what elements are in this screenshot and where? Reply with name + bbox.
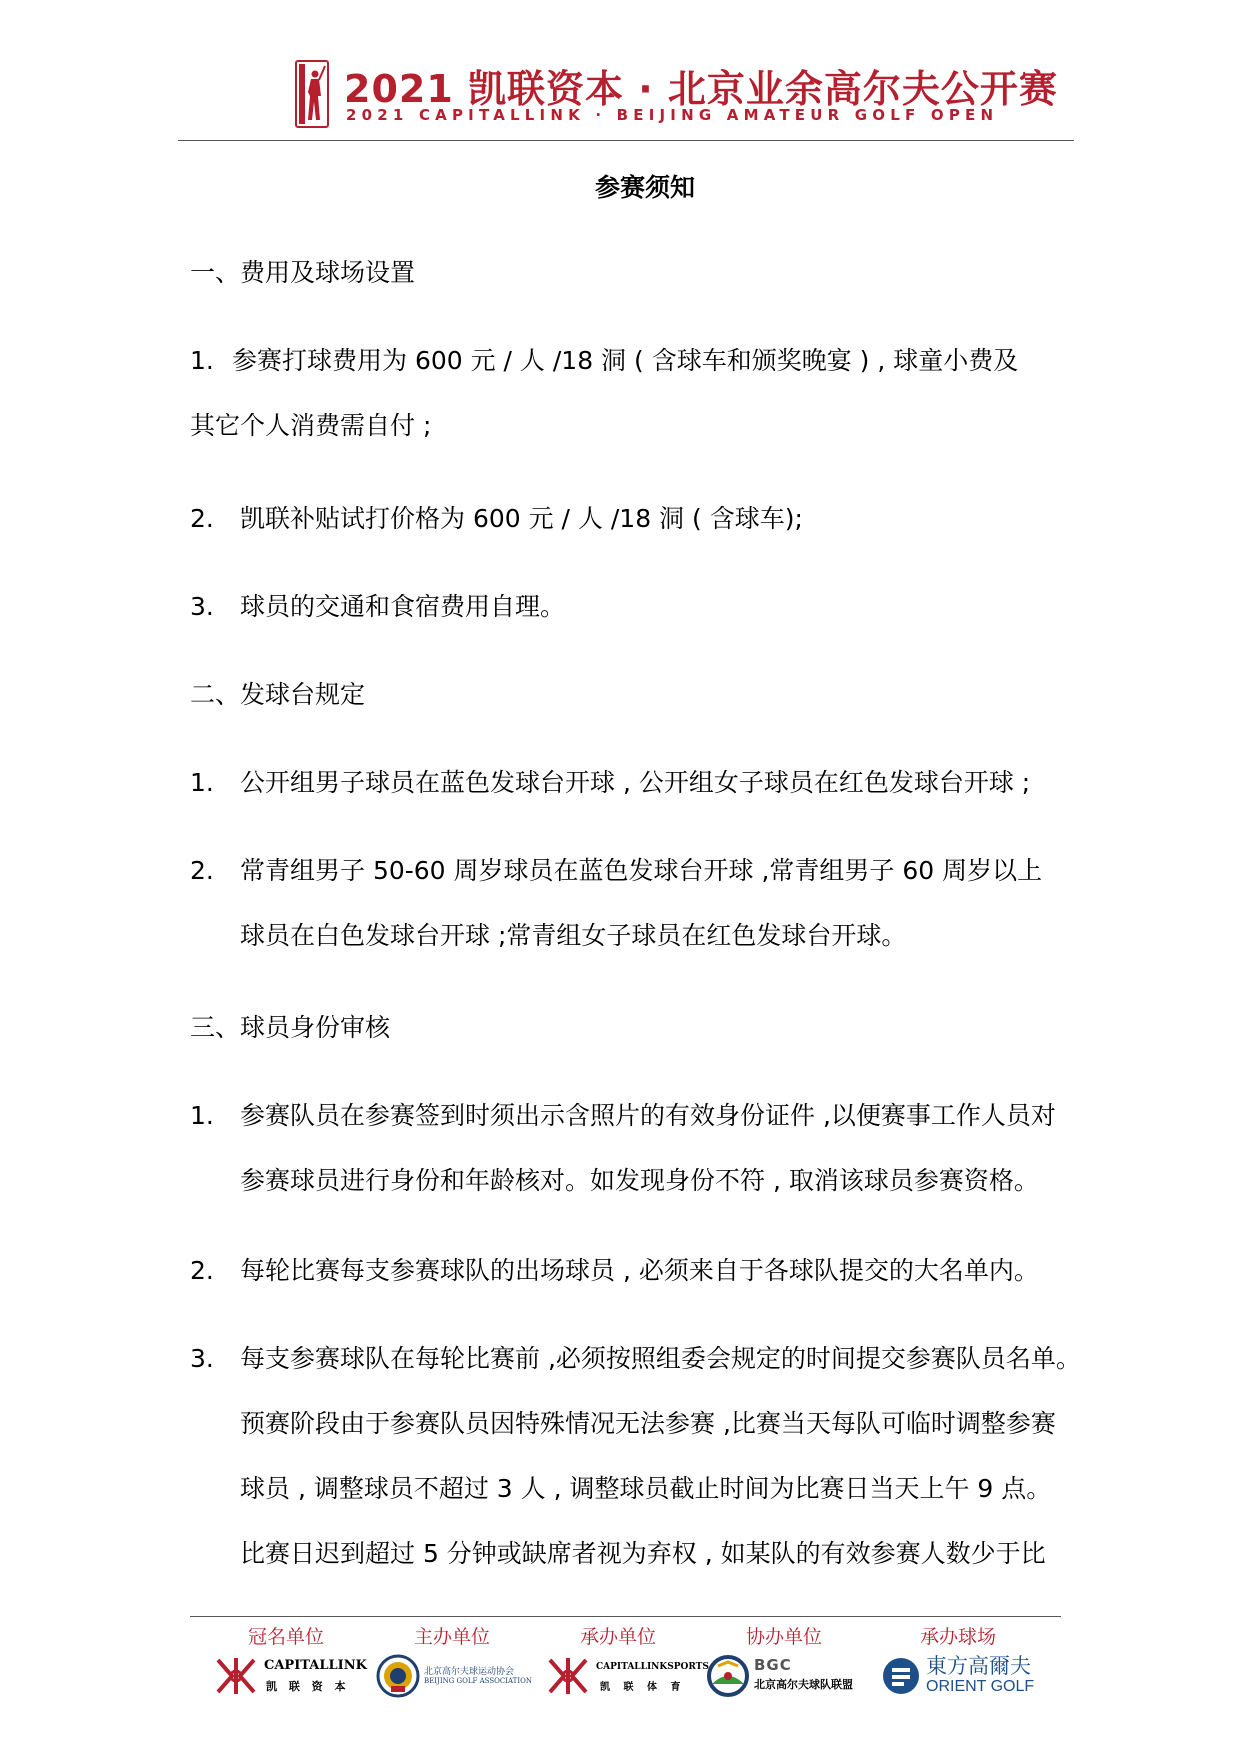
item-number: 1. xyxy=(190,1101,214,1130)
capitallink-name-en: CAPITALLINK xyxy=(264,1658,367,1673)
item-text: 每轮比赛每支参赛球队的出场球员 , 必须来自于各球队提交的大名单内。 xyxy=(240,1256,1039,1285)
sponsor-label-organizer: 承办单位 xyxy=(580,1626,657,1648)
capitallink-name-cn: 凯 联 资 本 xyxy=(266,1680,350,1693)
item-text: 每支参赛球队在每轮比赛前 ,必须按照组委会规定的时间提交参赛队员名单。 xyxy=(240,1344,1081,1373)
item-number: 1. xyxy=(190,346,214,375)
event-title-cn: 2021 凯联资本 · 北京业余高尔夫公开赛 xyxy=(344,67,1058,111)
bgc-emblem-icon xyxy=(706,1654,750,1698)
orient-golf-mark-icon xyxy=(880,1656,922,1696)
item-number: 2. xyxy=(190,1256,214,1285)
item-text: 预赛阶段由于参赛队员因特殊情况无法参赛 ,比赛当天每队可临时调整参赛 xyxy=(240,1409,1056,1438)
section-heading: 二、发球台规定 xyxy=(190,680,366,709)
item-text: 球员的交通和食宿费用自理。 xyxy=(240,592,566,621)
item-number: 3. xyxy=(190,1344,214,1373)
bgc-logo xyxy=(706,1650,876,1700)
item-number: 2. xyxy=(190,856,214,885)
item-text: 比赛日迟到超过 5 分钟或缺席者视为弃权 , 如某队的有效参赛人数少于比 xyxy=(240,1539,1046,1568)
bgc-name-cn: 北京高尔夫球队联盟 xyxy=(754,1678,853,1691)
capitallink-sports-name-en: CAPITALLINKSPORTS xyxy=(596,1662,709,1672)
item-text: 公开组男子球员在蓝色发球台开球 , 公开组女子球员在红色发球台开球 ; xyxy=(240,768,1031,797)
capitallink-sports-mark-icon xyxy=(546,1656,590,1696)
sponsor-label-coorganizer: 协办单位 xyxy=(746,1626,823,1648)
item-text: 参赛队员在参赛签到时须出示含照片的有效身份证件 ,以便赛事工作人员对 xyxy=(240,1101,1056,1130)
item-text: 球员在白色发球台开球 ;常青组女子球员在红色发球台开球。 xyxy=(240,921,907,950)
item-number: 1. xyxy=(190,768,214,797)
item-text: 参赛打球费用为 600 元 / 人 /18 洞 ( 含球车和颁奖晚宴 ) , 球童小费及 xyxy=(232,346,1019,375)
header-divider xyxy=(178,140,1074,141)
association-emblem-icon xyxy=(376,1654,420,1698)
association-name-en: BEIJING GOLF ASSOCIATION xyxy=(424,1677,532,1685)
golf-association-logo xyxy=(376,1650,536,1700)
item-text: 常青组男子 50-60 周岁球员在蓝色发球台开球 ,常青组男子 60 周岁以上 xyxy=(240,856,1043,885)
orient-golf-name-en: ORIENT GOLF xyxy=(926,1678,1035,1695)
capitallink-mark-icon xyxy=(214,1656,258,1696)
section-heading: 一、费用及球场设置 xyxy=(190,258,416,287)
item-number: 3. xyxy=(190,592,214,621)
footer-divider xyxy=(190,1616,1061,1617)
orient-golf-name-cn: 東方高爾夫 xyxy=(926,1654,1031,1678)
association-name-cn: 北京高尔夫球运动协会 xyxy=(424,1667,515,1677)
sponsor-label-title: 冠名单位 xyxy=(248,1626,325,1648)
item-text: 球员 , 调整球员不超过 3 人 , 调整球员截止时间为比赛日当天上午 9 点。 xyxy=(240,1474,1052,1503)
golfer-logo-icon xyxy=(295,60,329,128)
sponsor-label-host: 主办单位 xyxy=(414,1626,491,1648)
capitallink-logo xyxy=(214,1650,367,1700)
item-number: 2. xyxy=(190,504,214,533)
item-text: 参赛球员进行身份和年龄核对。如发现身份不符 , 取消该球员参赛资格。 xyxy=(240,1166,1039,1195)
section-heading: 三、球员身份审核 xyxy=(190,1013,391,1042)
bgc-abbr: BGC xyxy=(754,1656,792,1674)
document-title: 参赛须知 xyxy=(594,173,695,202)
capitallink-sports-name-cn: 凯 联 体 育 xyxy=(600,1682,686,1693)
page-header xyxy=(0,0,1240,142)
event-title-en: 2021 CAPITALLINK · BEIJING AMATEUR GOLF OPEN xyxy=(346,106,999,124)
orient-golf-logo xyxy=(880,1650,1070,1700)
capitallink-sports-logo xyxy=(546,1650,709,1700)
item-text: 其它个人消费需自付 ; xyxy=(190,411,432,440)
sponsor-label-course: 承办球场 xyxy=(920,1626,997,1648)
item-text: 凯联补贴试打价格为 600 元 / 人 /18 洞 ( 含球车); xyxy=(240,504,803,533)
